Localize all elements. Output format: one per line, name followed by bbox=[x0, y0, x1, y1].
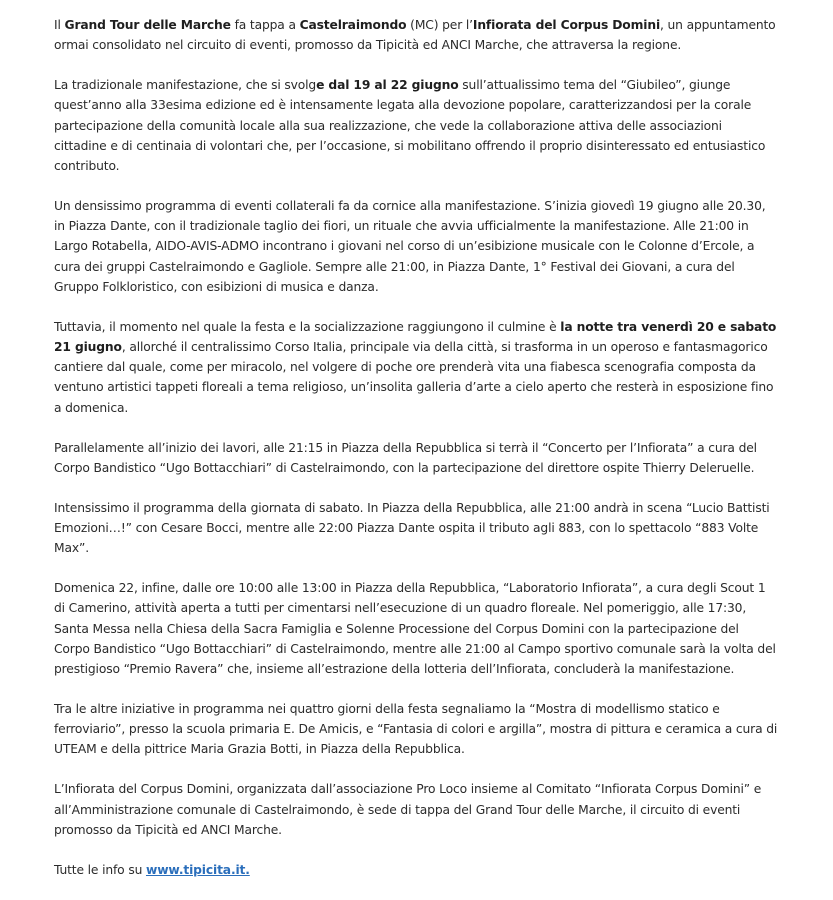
text-segment: Un densissimo programma di eventi collaterali fa da cornice alla manifestazione. S’inizia giovedì 19 giugno alle 20.30, in Piazza Dante, con il tradizionale taglio dei fiori, un rituale che avvia ufficialmente la manifestazione. Alle 21:00 in Largo Rotabella, AIDO-AVIS-ADMO incontrano i giovani nel corso di un’esibizione musicale con le Colonne d’Ercole, a cura dei gruppi Castelraimondo e Gagliole. Sempre alle 21:00, in Piazza Dante, 1° Festival dei Giovani, a cura del Gruppo Folkloristico, con esibizioni di musica e danza. bbox=[54, 199, 766, 294]
tipicita-link[interactable]: www.tipicita.it. bbox=[145, 862, 250, 877]
text-segment: Il bbox=[54, 18, 65, 32]
text-segment: Intensissimo il programma della giornata di sabato. In Piazza della Repubblica, alle 21:00 andrà in scena “Lucio Battisti Emozioni…!” con Cesare Bocci, mentre alle 22:00 Piazza Dante ospita il tributo agli 883, con lo spettacolo “883 Volte Max”. bbox=[54, 500, 770, 556]
text-segment: L’Infiorata del Corpus Domini, organizzata dall’associazione Pro Loco insieme al Comitato “Infiorata Corpus Domini” e all’Amministrazione comunale di Castelraimondo, è sede di tappa del Grand Tour delle Marche, il circuito di eventi promosso da Tipicità ed ANCI Marche. bbox=[54, 782, 762, 837]
paragraph-7 bbox=[54, 578, 778, 679]
paragraph-3 bbox=[54, 196, 778, 297]
text-segment: Domenica 22, infine, dalle ore 10:00 alle 13:00 in Piazza della Repubblica, “Laboratorio Infiorata”, a cura degli Scout 1 di Camerino, attività aperta a tutti per cimentarsi nell’esecuzione di un quadro floreale. Nel pomeriggio, alle 17:30, Santa Messa nella Chiesa della Sacra Famiglia e Solenne Processione del Corpus Domini con la partecipazione del Corpo Bandistico “Ugo Bottacchiari” di Castelraimondo, mentre alle 21:00 al Campo sportivo comunale sarà la volta del prestigioso “Premio Ravera” che, insieme all’estrazione della lotteria dell’Infiorata, concluderà la manifestazione. bbox=[54, 581, 776, 677]
paragraph-5 bbox=[54, 438, 778, 478]
paragraph-9 bbox=[54, 779, 778, 840]
text-segment: Tra le altre iniziative in programma nei quattro giorni della festa segnaliamo la “Mostra di modellismo statico e ferroviario”, presso la scuola primaria E. De Amicis, e “Fantasia di colori e argilla”, mostra di pittura e ceramica a cura di UTEAM e della pittrice Maria Grazia Botti, in Piazza della Repubblica. bbox=[54, 702, 778, 757]
paragraph-8 bbox=[54, 699, 778, 760]
text-segment: fa tappa a bbox=[230, 18, 300, 32]
text-segment: , allorché il centralissimo Corso Italia, principale via della città, si trasforma in un operoso e fantasmagorico cantiere dal quale, come per miracolo, nel volgere di poche ore prenderà vita una fiabesca scenografia composta da ventuno artistici tappeti floreali a tema religioso, un’insolita galleria d’arte a cielo aperto che resterà in esposizione fino a domenica. bbox=[54, 340, 774, 415]
article-body bbox=[54, 15, 778, 900]
text-segment: Parallelamente all’inizio dei lavori, alle 21:15 in Piazza della Repubblica si terrà il “Concerto per l’Infiorata” a cura del Corpo Bandistico “Ugo Bottacchiari” di Castelraimondo, con la partecipazione del direttore ospite Thierry Deleruelle. bbox=[54, 440, 757, 475]
bold-segment: Grand Tour delle Marche bbox=[64, 18, 231, 32]
footer-prefix: Tutte le info su bbox=[54, 862, 146, 877]
text-segment: Tuttavia, il momento nel quale la festa e la socializzazione raggiungono il culmine è bbox=[54, 319, 561, 334]
text-segment: , un appuntamento ormai consolidato nel circuito di eventi, promosso da Tipicità ed ANCI Marche, che attraversa la regione. bbox=[54, 18, 776, 53]
bold-segment: e dal 19 al 22 giugno bbox=[316, 78, 459, 93]
paragraph-4 bbox=[54, 317, 778, 418]
paragraph-6 bbox=[54, 498, 778, 559]
text-segment: La tradizionale manifestazione, che si svolg bbox=[54, 78, 317, 93]
footer-info bbox=[54, 860, 778, 880]
bold-segment: Infiorata del Corpus Domini bbox=[472, 18, 661, 32]
bold-segment: la notte tra venerdì 20 e sabato 21 giugno bbox=[54, 319, 777, 355]
bold-segment: Castelraimondo bbox=[299, 18, 407, 32]
paragraph-1 bbox=[54, 15, 778, 55]
text-segment: (MC) per l’ bbox=[406, 18, 473, 32]
paragraph-2 bbox=[54, 75, 778, 176]
text-segment: sull’attualissimo tema del “Giubileo”, giunge quest’anno alla 33esima edizione ed è intensamente legata alla devozione popolare, caratterizzandosi per la corale partecipazione della comunità locale alla sua realizzazione, che vede la collaborazione attiva delle associazioni cittadine e di centinaia di volontari che, per l’occasione, si mobilitano offrendo il proprio disinteressato ed entusiastico contributo. bbox=[54, 78, 766, 174]
